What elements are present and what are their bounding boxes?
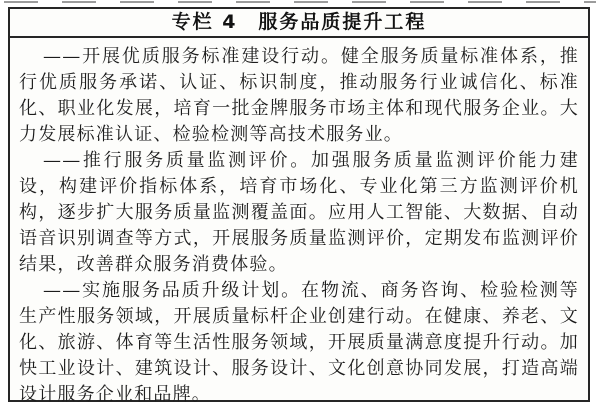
column-box — [8, 7, 590, 405]
paragraph-quality-standards: ——开展优质服务标准建设行动。健全服务质量标准体系，推行优质服务承诺、认证、标识制度，推动服务行业诚信化、标准化、职业化发展，培育一批金牌服务市场主体和现代服务企业。大力发展标准认证、检验检测等高技术服务业。 — [19, 46, 579, 145]
column-body — [10, 38, 588, 408]
column-title: 专栏 4 服务品质提升工程 — [10, 9, 588, 38]
paragraph-quality-monitoring: ——推行服务质量监测评价。加强服务质量监测评价能力建设，构建评价指标体系，培育市场化、专业化第三方监测评价机构，逐步扩大服务质量监测覆盖面。应用人工智能、大数据、自动语音识别调查等方式，开展服务质量监测评价，定期发布监测评价结果，改善群众服务消费体验。 — [19, 150, 579, 275]
scan-artifact-line — [4, 1, 596, 3]
paragraph-quality-upgrade-plan: ——实施服务品质升级计划。在物流、商务咨询、检验检测等生产性服务领域，开展质量标杆企业创建行动。在健康、养老、文化、旅游、体育等生活性服务领域，开展质量满意度提升行动。加快工业设计、建筑设计、服务设计、文化创意协同发展，打造高端设计服务企业和品牌。 — [19, 280, 579, 405]
